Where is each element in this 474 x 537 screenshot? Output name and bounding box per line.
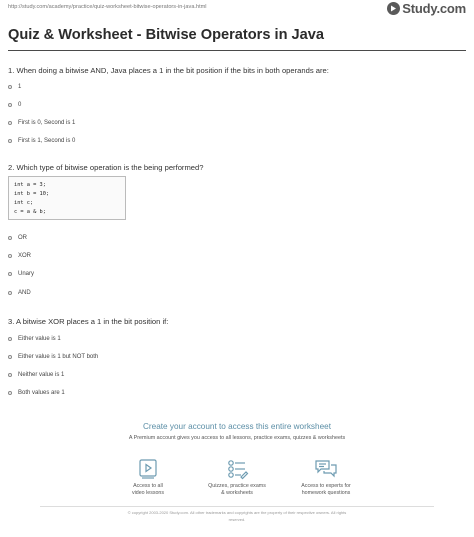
radio-button[interactable] <box>8 85 12 89</box>
option-label: First is 0, Second is 1 <box>18 120 76 126</box>
radio-button[interactable] <box>8 355 12 359</box>
radio-button[interactable] <box>8 139 12 143</box>
question-3-option-1[interactable] <box>8 334 61 344</box>
question-1-option-2[interactable] <box>8 100 21 110</box>
radio-button[interactable] <box>8 236 12 240</box>
option-label: Unary <box>18 271 35 277</box>
option-label: Either value is 1 <box>18 336 61 342</box>
radio-button[interactable] <box>8 121 12 125</box>
code-line: c = a & b; <box>14 209 46 215</box>
option-label: Either value is 1 but NOT both <box>18 354 99 360</box>
code-block <box>8 176 126 220</box>
page-title: Quiz & Worksheet - Bitwise Operators in Java <box>8 27 325 43</box>
logo-text: Study.com <box>402 1 466 16</box>
option-label: OR <box>18 235 27 241</box>
radio-button[interactable] <box>8 391 12 395</box>
question-2: 2. Which type of bitwise operation is the being performed? <box>8 163 204 172</box>
feature-line: Access to experts for <box>301 483 351 489</box>
copyright-footer <box>60 510 414 523</box>
chat-bubbles-icon <box>314 457 338 481</box>
feature-line: Quizzes, practice exams <box>208 483 266 489</box>
question-3-option-3[interactable] <box>8 370 64 380</box>
cta-subtitle: A Premium account gives you access to all lessons, practice exams, quizzes & worksheets <box>128 435 346 441</box>
question-1: 1. When doing a bitwise AND, Java places a 1 in the bit position if the bits in both operands are: <box>8 66 329 75</box>
cta-title[interactable]: Create your account to access this entire worksheet <box>143 422 331 431</box>
option-label: Both values are 1 <box>18 390 65 396</box>
option-label: Neither value is 1 <box>18 372 65 378</box>
footer-line-2: reserved. <box>228 516 246 522</box>
radio-button[interactable] <box>8 103 12 107</box>
title-divider <box>8 50 466 51</box>
question-1-option-3[interactable] <box>8 118 75 128</box>
question-2-option-1[interactable] <box>8 233 27 243</box>
code-line: int a = 3; <box>14 182 46 188</box>
question-3-option-4[interactable] <box>8 388 65 398</box>
question-2-option-3[interactable] <box>8 269 34 279</box>
question-1-option-4[interactable] <box>8 136 75 146</box>
radio-button[interactable] <box>8 373 12 377</box>
feature-line: homework questions <box>301 490 351 496</box>
radio-button[interactable] <box>8 291 12 295</box>
footer-line-1: © copyright 2003-2020 Study.com. All other trademarks and copyrights are the property of their respective owners. All rights <box>127 510 347 515</box>
top-bar <box>0 0 474 20</box>
question-3-option-2[interactable] <box>8 352 98 362</box>
code-line: int b = 10; <box>14 191 50 197</box>
premium-cta <box>0 408 474 508</box>
footer-divider <box>40 506 434 507</box>
feature-line: Access to all <box>133 483 163 489</box>
option-label: 1 <box>18 84 22 90</box>
option-label: First is 1, Second is 0 <box>18 138 76 144</box>
question-3: 3. A bitwise XOR places a 1 in the bit position if: <box>8 317 169 326</box>
study-logo[interactable] <box>387 1 466 16</box>
feature-experts <box>266 457 386 497</box>
code-line: int c; <box>14 200 34 206</box>
question-1-option-1[interactable] <box>8 82 21 92</box>
checklist-icon <box>225 457 249 481</box>
option-label: XOR <box>18 253 32 259</box>
logo-arrow-icon <box>387 2 400 15</box>
feature-line: video lessons <box>131 490 165 496</box>
radio-button[interactable] <box>8 337 12 341</box>
option-label: AND <box>18 290 31 296</box>
question-2-option-4[interactable] <box>8 288 31 298</box>
radio-button[interactable] <box>8 254 12 258</box>
option-label: 0 <box>18 102 22 108</box>
page-url[interactable]: http://study.com/academy/practice/quiz-worksheet-bitwise-operators-in-java.html <box>8 4 207 10</box>
radio-button[interactable] <box>8 272 12 276</box>
video-play-icon <box>136 457 160 481</box>
feature-line: & worksheets <box>221 490 253 496</box>
question-2-option-2[interactable] <box>8 251 31 261</box>
